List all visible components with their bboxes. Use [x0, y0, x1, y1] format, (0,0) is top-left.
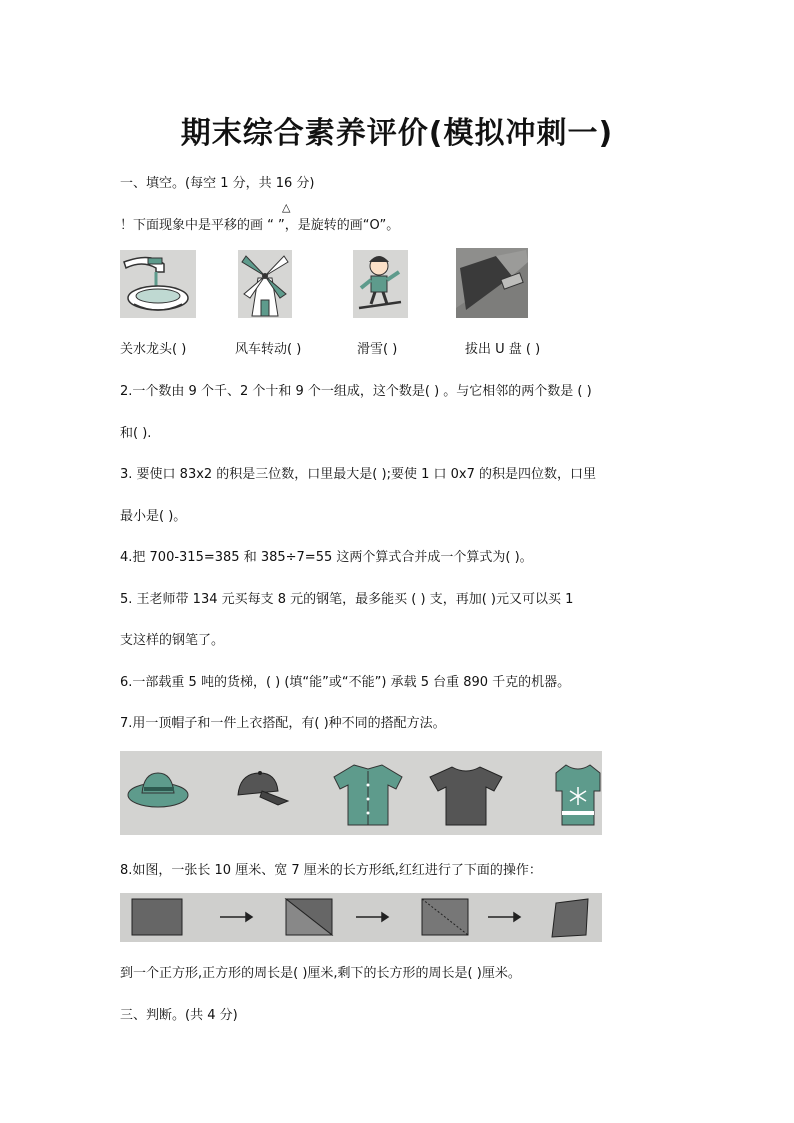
q8-line1: 8.如图，一张长 10 厘米、宽 7 厘米的长方形纸,红红进行了下面的操作：	[120, 863, 542, 878]
section3-header: 三、判断。(共 4 分)	[120, 1008, 238, 1023]
windmill-icon	[238, 250, 292, 318]
q5-line1: 5. 王老师带 134 元买每支 8 元的钢笔，最多能买 ( ) 支，再加( )元又可以买 1	[120, 592, 574, 607]
q6-text: 6.一部载重 5 吨的货梯，( ) (填“能”或“不能”) 承载 5 台重 890 千克的机器。	[120, 675, 571, 690]
section1-header: 一、填空。(每空 1 分，共 16 分)	[120, 176, 315, 191]
usb-drive-icon	[456, 248, 528, 318]
caption-windmill: 风车转动( )	[235, 342, 302, 357]
snowflake-shirt-icon	[556, 765, 600, 825]
q1-instruction: ！下面现象中是平移的画 “ ”，是旋转的画“O”。	[120, 218, 400, 233]
q2-line2: 和( ).	[120, 426, 152, 441]
caption-usb: 拔出 U 盘 ( )	[465, 342, 541, 357]
q3-line2: 最小是( )。	[120, 509, 187, 524]
q4-text: 4.把 700-315=385 和 385÷7=55 这两个算式合并成一个算式为( )。	[120, 550, 533, 565]
page-title: 期末综合素养评价(模拟冲刺一)	[180, 116, 614, 151]
clothes-strip	[120, 751, 602, 835]
faucet-icon	[120, 250, 196, 318]
triangle-mark: △	[282, 201, 291, 214]
q3-line1: 3. 要使口 83x2 的积是三位数，口里最大是( );要使 1 口 0x7 的积是四位数，口里	[120, 467, 596, 482]
q2-line1: 2.一个数由 9 个千、2 个十和 9 个一组成，这个数是( ) 。与它相邻的两个数是 ( )	[120, 384, 592, 399]
caption-skiing: 滑雪( )	[357, 342, 398, 357]
skier-icon	[353, 250, 408, 318]
q7-text: 7.用一顶帽子和一件上衣搭配，有( )种不同的搭配方法。	[120, 716, 446, 731]
folding-strip	[120, 893, 602, 942]
q8-line2: 到一个正方形,正方形的周长是( )厘米,剩下的长方形的周长是( )厘米。	[120, 966, 521, 981]
caption-faucet: 关水龙头( )	[120, 342, 187, 357]
q5-line2: 支这样的钢笔了。	[120, 633, 225, 648]
